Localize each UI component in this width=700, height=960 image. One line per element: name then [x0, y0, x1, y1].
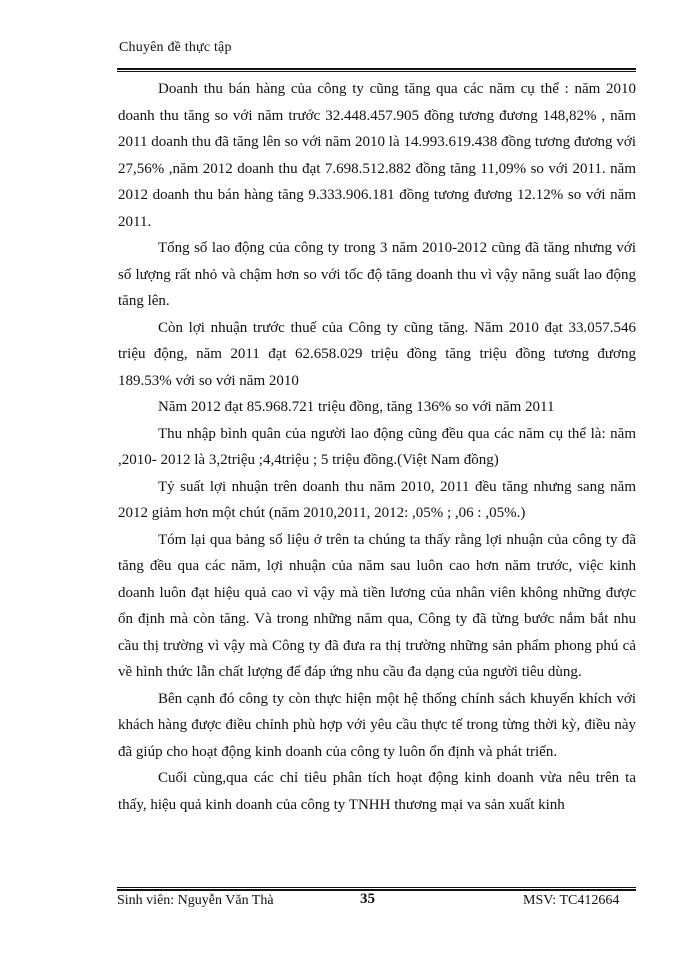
header-divider [117, 68, 636, 72]
paragraph-summary: Tóm lại qua bảng số liệu ở trên ta chúng ta thấy rằng lợi nhuận của công ty đã tăng đều qua các năm, lợi nhuận của năm sau luôn cao hơn năm trước, việc kinh doanh luôn đạt hiệu quả cao vì vậy mà tiền lương của nhân viên không những được ổn định mà còn tăng. Và trong những năm qua, Công ty đã từng bước nắm bắt nhu cầu thị trường vì vậy mà Công ty đã đưa ra thị trường những sản phẩm phong phú cả về hình thức lẫn chất lượng để đáp ứng nhu cầu đa dạng của người tiêu dùng. [118, 531, 636, 680]
page-number: 35 [360, 891, 375, 907]
paragraph-labor: Tổng số lao động của công ty trong 3 năm 2010-2012 cũng đã tăng nhưng với số lượng rất nhỏ và chậm hơn so với tốc độ tăng doanh thu vì vậy năng suất lao động tăng lên. [118, 240, 636, 309]
page-header-title: Chuyên đề thực tập [119, 40, 232, 55]
paragraph-income: Thu nhập bình quân của người lao động cũng đều qua các năm cụ thể là: năm ,2010- 2012 là 3,2triệu ;4,4triệu ; 5 triệu đồng.(Việt Nam đồng) [118, 425, 636, 468]
paragraph-policy: Bên cạnh đó công ty còn thực hiện một hệ thống chính sách khuyến khích với khách hàng được điều chỉnh phù hợp với yêu cầu thực tế trong từng thời kỳ, điều này đã giúp cho hoạt động kinh doanh của công ty luôn ổn định và phát triển. [118, 690, 636, 760]
footer-student-id: MSV: TC412664 [523, 893, 620, 908]
paragraph-revenue: Doanh thu bán hàng của công ty cũng tăng qua các năm cụ thể : năm 2010 doanh thu tăng so với năm trước 32.448.457.905 đồng tương đương 148,82% , năm 2011 doanh thu đã tăng lên so với năm 2010 là 14.993.619.438 đồng tương đương với 27,56% ,năm 2012 doanh thu đạt 7.698.512.882 đồng tăng 11,09% so với 2011. năm 2012 doanh thu bán hàng tăng 9.333.906.181 đồng tương đương 12.12% so với năm 2011. [118, 81, 636, 230]
document-body [118, 76, 636, 818]
paragraph-profit: Còn lợi nhuận trước thuế của Công ty cũng tăng. Năm 2010 đạt 33.057.546 triệu động, năm 2011 đạt 62.658.029 triệu đồng tăng triệu đồng tương đương 189.53% với so với năm 2010 [118, 319, 636, 389]
paragraph-profit-ratio: Tỷ suất lợi nhuận trên doanh thu năm 2010, 2011 đều tăng nhưng sang năm 2012 giảm hơn một chút (năm 2010,2011, 2012: ,05% ; ,06 : ,05%.) [118, 478, 636, 521]
footer-divider [117, 887, 636, 891]
paragraph-conclusion: Cuối cùng,qua các chỉ tiêu phân tích hoạt động kinh doanh vừa nêu trên ta thấy, hiệu quả kinh doanh của công ty TNHH thương mại va sản xuất kinh [118, 770, 636, 813]
footer-student-name: Sinh viên: Nguyễn Văn Thà [117, 893, 274, 908]
paragraph-profit-2012: Năm 2012 đạt 85.968.721 triệu đồng, tăng 136% so với năm 2011 [158, 399, 555, 415]
